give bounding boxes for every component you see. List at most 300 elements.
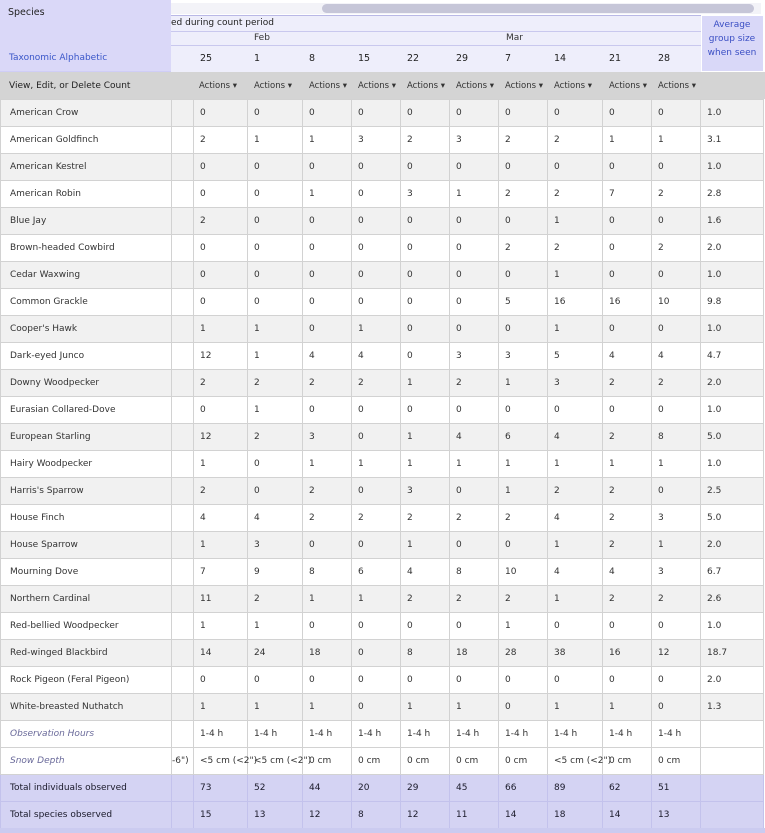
count-cell: 2: [548, 181, 603, 208]
count-cell: 13: [652, 802, 701, 829]
count-cell: 0 cm: [450, 748, 499, 775]
count-cell: 0: [248, 208, 303, 235]
month-label-feb: Feb: [254, 33, 270, 43]
average-cell: 2.0: [701, 667, 764, 694]
count-cell: 2: [248, 586, 303, 613]
count-cell: 0: [603, 208, 652, 235]
count-cell: 1: [248, 343, 303, 370]
average-cell: 1.0: [701, 100, 764, 127]
day-header: 21: [609, 53, 622, 64]
narrow-cell: [172, 181, 194, 208]
count-cell: 0 cm: [352, 748, 401, 775]
count-cell: 14: [194, 640, 248, 667]
count-cell: 1: [248, 613, 303, 640]
table-row: [1, 100, 764, 127]
count-cell: 2: [499, 505, 548, 532]
count-cell: 2: [603, 505, 652, 532]
count-cell: 1-4 h: [499, 721, 548, 748]
count-cell: 1: [303, 694, 352, 721]
count-cell: 24: [248, 640, 303, 667]
count-cell: 11: [450, 802, 499, 829]
count-cell: 1: [603, 127, 652, 154]
actions-dropdown-button[interactable]: Actions ▾: [407, 81, 446, 91]
count-cell: 2: [401, 127, 450, 154]
table-row: [1, 154, 764, 181]
count-cell: 1-4 h: [303, 721, 352, 748]
narrow-cell: [172, 478, 194, 505]
narrow-cell: [172, 235, 194, 262]
count-cell: 0: [194, 262, 248, 289]
actions-dropdown-button[interactable]: Actions ▾: [505, 81, 544, 91]
count-cell: 0: [548, 667, 603, 694]
count-cell: 2: [194, 478, 248, 505]
narrow-cell: [172, 586, 194, 613]
actions-dropdown-button[interactable]: Actions ▾: [554, 81, 593, 91]
row-label: Snow Depth: [1, 748, 172, 775]
count-cell: 0: [352, 694, 401, 721]
narrow-cell: [172, 775, 194, 802]
count-cell: 62: [603, 775, 652, 802]
count-cell: 0: [248, 262, 303, 289]
table-row: [1, 208, 764, 235]
average-cell: 1.0: [701, 451, 764, 478]
count-cell: 0: [603, 154, 652, 181]
month-row: [171, 31, 701, 46]
count-cell: 0: [603, 613, 652, 640]
row-label: American Robin: [1, 181, 172, 208]
actions-dropdown-button[interactable]: Actions ▾: [199, 81, 238, 91]
count-cell: 3: [248, 532, 303, 559]
count-cell: 0: [352, 424, 401, 451]
table-row: [1, 559, 764, 586]
count-cell: 8: [303, 559, 352, 586]
narrow-cell: [172, 100, 194, 127]
narrow-cell: [172, 559, 194, 586]
table-row: [1, 667, 764, 694]
count-cell: 3: [303, 424, 352, 451]
average-cell: 2.0: [701, 370, 764, 397]
count-cell: 3: [652, 559, 701, 586]
count-cell: 0: [248, 451, 303, 478]
count-cell: 1: [401, 451, 450, 478]
count-cell: 0: [499, 667, 548, 694]
day-header: 8: [309, 53, 316, 64]
count-cell: 0 cm: [401, 748, 450, 775]
bottom-scroll-strip: [0, 828, 765, 833]
table-row: [1, 451, 764, 478]
count-cell: 2: [194, 208, 248, 235]
count-cell: 1: [652, 451, 701, 478]
table-row: [1, 478, 764, 505]
count-cell: 1: [248, 127, 303, 154]
count-cell: 1: [248, 694, 303, 721]
count-cell: 0: [652, 100, 701, 127]
count-cell: 0: [401, 100, 450, 127]
count-cell: 0: [499, 532, 548, 559]
count-cell: 0: [401, 289, 450, 316]
count-cell: 2: [499, 586, 548, 613]
row-label: Total species observed: [1, 802, 172, 829]
average-cell: 1.6: [701, 208, 764, 235]
count-cell: 0: [652, 694, 701, 721]
count-cell: 0: [401, 667, 450, 694]
table-row: [1, 127, 764, 154]
count-cell: 6: [499, 424, 548, 451]
row-label: European Starling: [1, 424, 172, 451]
count-cell: 5: [548, 343, 603, 370]
table-row: [1, 613, 764, 640]
count-cell: 1: [603, 451, 652, 478]
count-cell: 8: [450, 559, 499, 586]
count-cell: 0 cm: [603, 748, 652, 775]
count-cell: 0: [248, 667, 303, 694]
count-cell: 0: [603, 262, 652, 289]
count-cell: 1: [194, 613, 248, 640]
count-cell: 2: [548, 235, 603, 262]
count-cell: 0: [194, 235, 248, 262]
count-cell: 0 cm: [303, 748, 352, 775]
count-cell: 16: [548, 289, 603, 316]
count-cell: 0: [603, 316, 652, 343]
narrow-cell: [172, 370, 194, 397]
average-cell: 2.6: [701, 586, 764, 613]
count-cell: 0: [450, 235, 499, 262]
count-cell: 0: [303, 208, 352, 235]
count-cell: 0: [303, 532, 352, 559]
count-cell: 2: [303, 478, 352, 505]
count-cell: 10: [499, 559, 548, 586]
actions-dropdown-button[interactable]: Actions ▾: [309, 81, 348, 91]
row-label: American Kestrel: [1, 154, 172, 181]
count-cell: 0: [450, 316, 499, 343]
count-cell: 3: [401, 181, 450, 208]
count-cell: 3: [352, 127, 401, 154]
count-cell: 0: [548, 397, 603, 424]
count-cell: 0: [652, 316, 701, 343]
scrollbar-thumb[interactable]: [322, 4, 754, 13]
row-label: American Goldfinch: [1, 127, 172, 154]
count-cell: 12: [303, 802, 352, 829]
count-cell: 2: [548, 127, 603, 154]
count-cell: 1-4 h: [603, 721, 652, 748]
count-cell: 2: [652, 235, 701, 262]
count-cell: 2: [548, 478, 603, 505]
count-cell: 0: [450, 667, 499, 694]
count-cell: 0: [499, 694, 548, 721]
row-label: Downy Woodpecker: [1, 370, 172, 397]
count-cell: 0: [248, 181, 303, 208]
count-cell: 2: [450, 586, 499, 613]
count-cell: 0: [303, 289, 352, 316]
narrow-cell: [172, 532, 194, 559]
count-cell: 3: [652, 505, 701, 532]
count-cell: 0: [248, 235, 303, 262]
avg-title-line: Average: [713, 20, 751, 30]
narrow-cell: [172, 505, 194, 532]
table-row: [1, 370, 764, 397]
count-cell: 1: [248, 316, 303, 343]
row-label: Dark-eyed Junco: [1, 343, 172, 370]
count-cell: 2: [450, 505, 499, 532]
count-cell: 2: [194, 370, 248, 397]
count-cell: 2: [652, 586, 701, 613]
count-cell: 52: [248, 775, 303, 802]
average-cell: 6.7: [701, 559, 764, 586]
count-cell: 0: [603, 235, 652, 262]
table-row: [1, 262, 764, 289]
table-row: [1, 235, 764, 262]
count-cell: 18: [450, 640, 499, 667]
average-cell: 18.7: [701, 640, 764, 667]
count-cell: 0: [499, 100, 548, 127]
narrow-cell: [172, 154, 194, 181]
narrow-cell: [172, 640, 194, 667]
count-cell: 1: [548, 208, 603, 235]
count-cell: 0: [303, 316, 352, 343]
count-cell: 0: [248, 154, 303, 181]
count-cell: 0: [652, 613, 701, 640]
count-cell: 38: [548, 640, 603, 667]
narrow-cell: [172, 343, 194, 370]
count-cell: 1: [303, 586, 352, 613]
count-cell: 0: [401, 397, 450, 424]
count-cell: 1: [548, 694, 603, 721]
species-header-label: Species: [8, 7, 45, 18]
count-cell: 0: [499, 397, 548, 424]
day-header: 25: [200, 53, 213, 64]
total-individuals-row: [1, 775, 764, 802]
narrow-cell: [172, 262, 194, 289]
average-cell: [701, 748, 764, 775]
count-cell: 0: [303, 667, 352, 694]
actions-dropdown-button[interactable]: Actions ▾: [358, 81, 397, 91]
count-cell: 0: [450, 397, 499, 424]
day-header: 29: [456, 53, 469, 64]
narrow-cell: [172, 451, 194, 478]
count-cell: 0: [548, 154, 603, 181]
average-cell: 1.0: [701, 154, 764, 181]
average-group-size-link[interactable]: [703, 18, 761, 60]
avg-title-line: when seen: [707, 48, 757, 58]
count-cell: 0: [303, 154, 352, 181]
table-row: [1, 640, 764, 667]
count-cell: 1: [352, 316, 401, 343]
count-cell: 0: [352, 100, 401, 127]
narrow-cell: [172, 694, 194, 721]
day-header: 1: [254, 53, 261, 64]
row-label: House Sparrow: [1, 532, 172, 559]
actions-dropdown-button[interactable]: Actions ▾: [609, 81, 648, 91]
count-cell: 6: [352, 559, 401, 586]
count-cell: 2: [603, 532, 652, 559]
count-cell: 2: [603, 370, 652, 397]
row-label: Eurasian Collared-Dove: [1, 397, 172, 424]
table-row: [1, 586, 764, 613]
count-cell: 0 cm: [499, 748, 548, 775]
count-cell: 0: [352, 262, 401, 289]
count-cell: 1: [652, 532, 701, 559]
count-cell: 29: [401, 775, 450, 802]
count-cell: 4: [194, 505, 248, 532]
count-cell: 0: [352, 478, 401, 505]
count-cell: 0: [303, 262, 352, 289]
average-cell: 1.3: [701, 694, 764, 721]
count-cell: 0: [194, 100, 248, 127]
count-cell: 3: [548, 370, 603, 397]
count-cell: 2: [499, 181, 548, 208]
count-cell: 1-4 h: [194, 721, 248, 748]
row-label: Brown-headed Cowbird: [1, 235, 172, 262]
count-cell: 89: [548, 775, 603, 802]
count-cell: 1: [652, 127, 701, 154]
count-cell: 2: [499, 127, 548, 154]
count-cell: <5 cm (<2"): [548, 748, 603, 775]
row-label: Red-bellied Woodpecker: [1, 613, 172, 640]
count-cell: 4: [450, 424, 499, 451]
count-cell: 2: [450, 370, 499, 397]
average-cell: 5.0: [701, 505, 764, 532]
count-cell: 0: [352, 532, 401, 559]
count-cell: 0: [248, 100, 303, 127]
count-cell: 15: [194, 802, 248, 829]
count-cell: 0: [401, 262, 450, 289]
narrow-cell: -6"): [172, 748, 194, 775]
row-label: House Finch: [1, 505, 172, 532]
table-row: [1, 532, 764, 559]
narrow-cell: [172, 397, 194, 424]
count-period-label: ed during count period: [171, 18, 274, 28]
count-cell: 1-4 h: [652, 721, 701, 748]
count-cell: 4: [548, 505, 603, 532]
average-cell: 1.0: [701, 316, 764, 343]
count-cell: 0: [450, 478, 499, 505]
count-cell: 1: [401, 694, 450, 721]
count-cell: 4: [303, 343, 352, 370]
actions-dropdown-button[interactable]: Actions ▾: [658, 81, 697, 91]
average-cell: 2.0: [701, 532, 764, 559]
count-cell: 0: [548, 100, 603, 127]
count-cell: 10: [652, 289, 701, 316]
count-cell: 1: [194, 316, 248, 343]
count-cell: 1: [194, 532, 248, 559]
row-label: Common Grackle: [1, 289, 172, 316]
row-label: Rock Pigeon (Feral Pigeon): [1, 667, 172, 694]
actions-row-label: View, Edit, or Delete Count: [9, 81, 131, 91]
count-cell: 0: [194, 397, 248, 424]
count-cell: 2: [652, 181, 701, 208]
actions-dropdown-button[interactable]: Actions ▾: [254, 81, 293, 91]
count-cell: 0: [303, 397, 352, 424]
count-cell: 0: [194, 181, 248, 208]
row-label: Blue Jay: [1, 208, 172, 235]
count-cell: 2: [603, 478, 652, 505]
count-cell: 0: [352, 154, 401, 181]
count-cell: 0: [603, 100, 652, 127]
table-row: [1, 505, 764, 532]
count-cell: 45: [450, 775, 499, 802]
taxonomic-alphabetic-link[interactable]: Taxonomic Alphabetic: [9, 53, 108, 63]
narrow-cell: [172, 289, 194, 316]
count-cell: 0: [248, 289, 303, 316]
average-cell: [701, 775, 764, 802]
row-label: Observation Hours: [1, 721, 172, 748]
count-cell: 5: [499, 289, 548, 316]
count-cell: 1: [303, 451, 352, 478]
average-cell: 9.8: [701, 289, 764, 316]
count-cell: 0: [603, 397, 652, 424]
avg-title-line: group size: [708, 34, 756, 44]
count-cell: 4: [603, 343, 652, 370]
count-cell: 44: [303, 775, 352, 802]
count-cell: 66: [499, 775, 548, 802]
narrow-cell: [172, 721, 194, 748]
table-row: [1, 424, 764, 451]
table-row: [1, 181, 764, 208]
row-label: Cedar Waxwing: [1, 262, 172, 289]
count-cell: 8: [352, 802, 401, 829]
row-label: American Crow: [1, 100, 172, 127]
count-cell: 8: [401, 640, 450, 667]
table-row: [1, 397, 764, 424]
count-cell: 0: [352, 667, 401, 694]
count-cell: 0: [450, 532, 499, 559]
count-cell: 0: [450, 208, 499, 235]
count-cell: 1: [499, 478, 548, 505]
count-cell: 1-4 h: [401, 721, 450, 748]
count-cell: 0: [194, 154, 248, 181]
narrow-cell: [172, 424, 194, 451]
count-cell: 1-4 h: [352, 721, 401, 748]
count-cell: 0: [450, 289, 499, 316]
count-cell: 0: [303, 100, 352, 127]
count-cell: 3: [499, 343, 548, 370]
count-cell: 4: [352, 343, 401, 370]
count-cell: 0: [652, 154, 701, 181]
actions-dropdown-button[interactable]: Actions ▾: [456, 81, 495, 91]
row-label: Hairy Woodpecker: [1, 451, 172, 478]
count-cell: 2: [401, 586, 450, 613]
count-cell: 0: [303, 235, 352, 262]
count-cell: 1: [352, 451, 401, 478]
row-label: Mourning Dove: [1, 559, 172, 586]
count-cell: 1-4 h: [248, 721, 303, 748]
average-cell: [701, 721, 764, 748]
count-cell: 0: [652, 397, 701, 424]
count-cell: 1: [450, 181, 499, 208]
average-cell: [701, 802, 764, 829]
count-cell: 0: [352, 613, 401, 640]
count-cell: 1: [303, 127, 352, 154]
count-cell: 8: [652, 424, 701, 451]
count-cell: 1: [548, 262, 603, 289]
count-cell: 1-4 h: [450, 721, 499, 748]
count-cell: 20: [352, 775, 401, 802]
count-cell: 0: [652, 667, 701, 694]
count-cell: 0: [352, 181, 401, 208]
count-cell: 16: [603, 640, 652, 667]
count-cell: 13: [248, 802, 303, 829]
average-cell: 5.0: [701, 424, 764, 451]
count-cell: 0: [652, 262, 701, 289]
count-cell: 0: [450, 154, 499, 181]
count-cell: 0: [352, 397, 401, 424]
count-cell: 0: [194, 289, 248, 316]
count-cell: 0: [652, 208, 701, 235]
count-cell: 2: [352, 505, 401, 532]
count-cell: 0: [450, 262, 499, 289]
count-cell: 12: [401, 802, 450, 829]
count-cell: 4: [603, 559, 652, 586]
